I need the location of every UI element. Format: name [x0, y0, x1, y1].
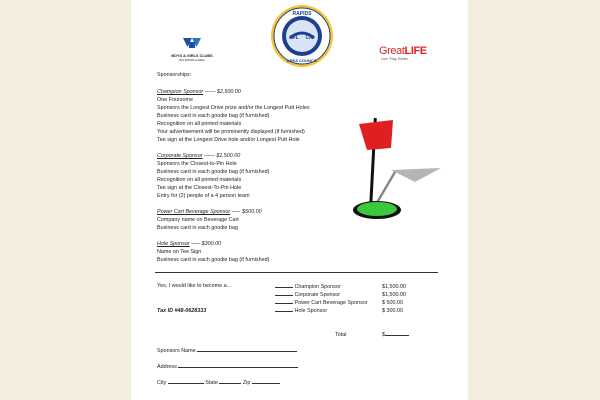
seal-right-text: CIO	[305, 35, 315, 41]
power-cart-title-row	[157, 209, 262, 217]
corporate-line: Entry for (2) people of a 4 person team	[157, 193, 250, 199]
champion-option[interactable]	[275, 284, 341, 292]
city-label: City	[157, 380, 167, 386]
document-page	[131, 0, 468, 400]
champion-line: Tee sign at the Longest Drive hole and/or Longest Putt Hole	[157, 137, 300, 143]
champion-line: One Foursome	[157, 97, 193, 103]
city-state-zip-field[interactable]	[157, 380, 280, 388]
option-amount: $ 300.00	[382, 308, 403, 314]
hole-line: Business card in each goodie bag (if furnished)	[157, 257, 270, 263]
clubs-logo-name: BOYS & GIRLS CLUBS	[171, 54, 213, 58]
section-divider	[155, 272, 438, 273]
total-field[interactable]	[382, 332, 409, 340]
champion-line: Business card in each goodie bag (if furnished)	[157, 113, 270, 119]
corporate-title: Corporate Sponsor	[157, 153, 203, 159]
address-blank[interactable]	[178, 367, 298, 368]
option-amount: $1,500.00	[382, 292, 406, 298]
greatlife-logo	[379, 45, 439, 62]
clubs-emblem-icon	[181, 36, 203, 49]
address-label: Address	[157, 364, 177, 370]
checkbox-line[interactable]	[275, 311, 293, 312]
hole-option[interactable]	[275, 308, 327, 316]
sponsors-name-blank[interactable]	[197, 351, 297, 352]
champion-line: Recognition on all printed materials	[157, 121, 242, 127]
sponsorships-heading: Sponsorships:	[157, 72, 192, 78]
power-cart-line: Company name on Beverage Cart	[157, 217, 239, 223]
address-field[interactable]	[157, 364, 298, 372]
corporate-option[interactable]	[275, 292, 340, 300]
city-blank[interactable]	[168, 383, 204, 384]
total-label: Total	[335, 332, 347, 338]
option-amount: $1,500.00	[382, 284, 406, 290]
corporate-line: Business card in each goodie bag (if furnished)	[157, 169, 270, 175]
greatlife-great: Great	[379, 45, 405, 57]
hole-title: Hole Sponsor	[157, 241, 190, 247]
option-label: Hole Sponsor	[294, 308, 328, 314]
option-label: Corporate Sponsor	[294, 292, 341, 298]
checkbox-line[interactable]	[275, 287, 293, 288]
sponsors-name-field[interactable]	[157, 348, 297, 356]
corporate-line: Tee sign at the Closest-To-Pin Hole	[157, 185, 242, 191]
afl-cio-seal-logo	[270, 4, 334, 68]
seal-bottom-text: AREA COUNCIL	[286, 58, 318, 63]
form-intro: Yes, I would like to become a...	[157, 283, 232, 289]
checkbox-line[interactable]	[275, 295, 293, 296]
total-prefix: $	[382, 332, 385, 338]
hole-line: Name on Tee Sign	[157, 249, 202, 255]
power-cart-price: ----- $500.00	[231, 209, 262, 215]
corporate-price: ------ $1,500.00	[204, 153, 241, 159]
zip-blank[interactable]	[252, 383, 280, 384]
hole-price: ----- $300.00	[191, 241, 222, 247]
corporate-title-row	[157, 153, 240, 161]
clubs-logo-sub: BIG RAPIDS & AREA	[179, 58, 205, 62]
state-label: State	[205, 380, 218, 386]
option-label: Power Cart Beverage Sponsor	[294, 300, 368, 306]
champion-price: ------ $2,500.00	[204, 89, 241, 95]
champion-title: Champion Sponsor	[157, 89, 204, 95]
checkbox-line[interactable]	[275, 303, 293, 304]
golf-flag-icon	[345, 110, 451, 228]
total-blank[interactable]	[385, 335, 409, 336]
state-blank[interactable]	[219, 383, 241, 384]
champion-line: Your advertisement will be prominently displayed (if furnished)	[157, 129, 305, 135]
tax-id: Tax ID #48-0628333	[157, 308, 207, 314]
option-amount: $ 500.00	[382, 300, 403, 306]
greatlife-tagline: Live. Play. Better.	[381, 57, 409, 61]
power-cart-line: Business card in each goodie bag	[157, 225, 238, 231]
seal-top-text: RAPIDS	[292, 11, 312, 17]
zip-label: Zip	[242, 380, 251, 386]
greatlife-life: LIFE	[404, 45, 427, 57]
champion-line: Sponsors the Longest Drive prize and/or the Longest Putt Holes	[157, 105, 310, 111]
hole-title-row	[157, 241, 221, 249]
sponsors-name-label: Sponsors Name	[157, 348, 196, 354]
power-cart-title: Power Cart Beverage Sponsor	[157, 209, 231, 215]
champion-title-row	[157, 89, 241, 97]
seal-left-text: AFL	[289, 35, 299, 41]
power-cart-option[interactable]	[275, 300, 368, 308]
option-label: Champion Sponsor	[294, 284, 341, 290]
corporate-line: Sponsors the Closest-to-Pin Hole	[157, 161, 237, 167]
boys-girls-clubs-logo	[167, 36, 217, 62]
corporate-line: Recognition on all printed materials	[157, 177, 242, 183]
